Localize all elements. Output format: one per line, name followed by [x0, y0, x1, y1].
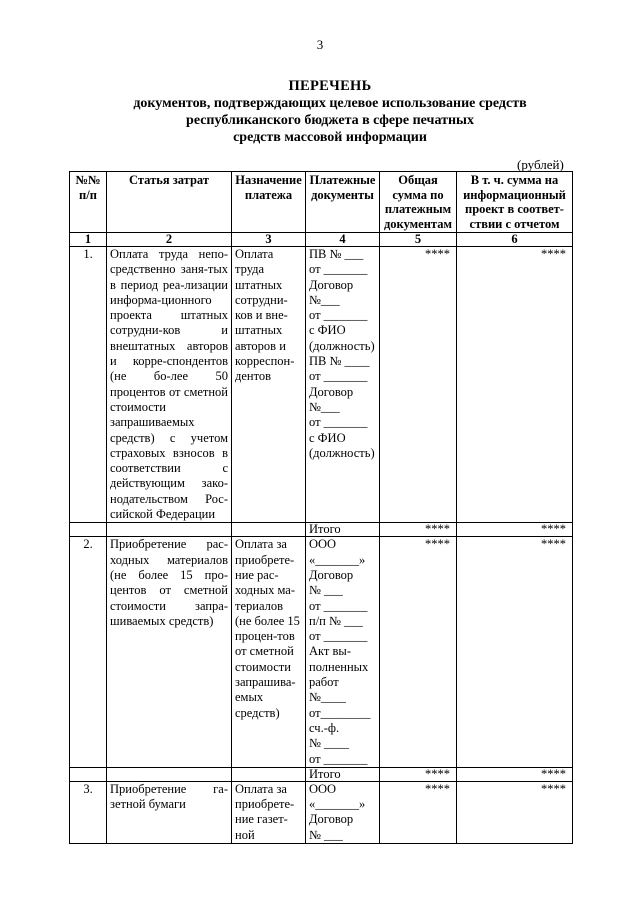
table-header-row — [70, 172, 573, 233]
document-line: Договор — [309, 384, 354, 399]
header-article: Статья затрат — [107, 172, 232, 233]
header-documents: Платежные документы — [306, 172, 380, 233]
row-number: 1. — [70, 247, 107, 523]
column-number-row — [70, 233, 573, 247]
document-line: от _______ — [309, 262, 368, 277]
row-purpose: Оплата за приобрете-ние газет-ной — [232, 781, 306, 843]
empty-cell — [70, 767, 107, 781]
title-line-2: республиканского бюджета в сфере печатных — [186, 113, 474, 128]
row-total: **** — [380, 781, 457, 843]
document-line: «_______» — [309, 552, 366, 567]
document-line: от _______ — [309, 369, 368, 384]
document-line: с ФИО — [309, 430, 346, 445]
document-line: № ___ — [309, 827, 343, 842]
document-line: полненных — [309, 659, 369, 674]
document-line: от _______ — [309, 751, 368, 766]
subtotal-row — [70, 767, 573, 781]
documents-table — [69, 171, 573, 844]
document-line: Акт вы- — [309, 644, 351, 659]
document-line: от _______ — [309, 308, 368, 323]
row-article: Оплата труда непо-средственно заня-тых в период реа-лизации информа-ционного проекта штатных сотрудни-ков и внештатных авторов и корре-спондентов (не бо-лее 50 процентов от сметной стоимости запрашиваемых средств) с учетом страховых взносов в соответствии с действующим зако-нодательством Рос-сийской Федерации — [107, 247, 232, 523]
document-line: №____ — [309, 690, 346, 705]
document-line: ПВ № ____ — [309, 354, 370, 369]
column-number: 1 — [70, 233, 107, 247]
document-line: ООО — [309, 537, 337, 552]
subtotal-label: Итого — [306, 767, 380, 781]
title-line-1: документов, подтверждающих целевое использование средств — [133, 96, 527, 111]
row-project-sum: **** — [457, 781, 573, 843]
currency-unit-note: (рублей) — [517, 157, 564, 172]
header-total: Общая сумма по платежным документам — [380, 172, 457, 233]
empty-cell — [232, 767, 306, 781]
page-number: 3 — [316, 37, 324, 52]
row-purpose: Оплата труда штатных сотрудни-ков и вне-штатных авторов и корреспон-дентов — [232, 247, 306, 523]
document-line: сч.-ф. — [309, 720, 340, 735]
column-number: 5 — [380, 233, 457, 247]
row-purpose: Оплата за приобрете-ние рас-ходных ма-териалов (не более 15 процен-тов от сметной стоимости запрашива-емых средств) — [232, 537, 306, 767]
empty-cell — [107, 767, 232, 781]
document-line: от _______ — [309, 415, 368, 430]
document-line: от _______ — [309, 629, 368, 644]
column-number: 4 — [306, 233, 380, 247]
document-line: (должность) — [309, 338, 375, 353]
document-line: работ — [309, 675, 339, 690]
document-line: Договор — [309, 812, 354, 827]
subtotal-label: Итого — [306, 523, 380, 537]
title-line-3: средств массовой информации — [233, 130, 427, 145]
row-documents — [306, 537, 380, 767]
row-documents — [306, 247, 380, 523]
table-row — [70, 247, 573, 523]
subtotal-total: **** — [380, 767, 457, 781]
empty-cell — [107, 523, 232, 537]
subtotal-total: **** — [380, 523, 457, 537]
column-number: 2 — [107, 233, 232, 247]
table-row — [70, 781, 573, 843]
document-line: п/п № ___ — [309, 613, 363, 628]
row-project-sum: **** — [457, 247, 573, 523]
document-line: от _______ — [309, 598, 368, 613]
document-line: Договор — [309, 567, 354, 582]
header-number: №№ п/п — [70, 172, 107, 233]
document-title — [60, 78, 600, 146]
document-line: №___ — [309, 399, 340, 414]
document-line: с ФИО — [309, 323, 346, 338]
document-line: «_______» — [309, 797, 366, 812]
document-line: № ____ — [309, 736, 350, 751]
table-row — [70, 537, 573, 767]
empty-cell — [70, 523, 107, 537]
document-line: №___ — [309, 292, 340, 307]
document-line: № ___ — [309, 583, 343, 598]
row-total: **** — [380, 537, 457, 767]
row-article: Приобретение га-зетной бумаги — [107, 781, 232, 843]
document-line: ПВ № ___ — [309, 247, 364, 261]
row-project-sum: **** — [457, 537, 573, 767]
row-article: Приобретение рас-ходных материалов (не более 15 про-центов от сметной стоимости запра-шиваемых средств) — [107, 537, 232, 767]
subtotal-project-sum: **** — [457, 523, 573, 537]
empty-cell — [232, 523, 306, 537]
row-number: 3. — [70, 781, 107, 843]
subtotal-project-sum: **** — [457, 767, 573, 781]
document-line: ООО — [309, 781, 337, 796]
header-project-sum: В т. ч. сумма на информационный проект в соответ-ствии с отчетом — [457, 172, 573, 233]
document-line: от________ — [309, 705, 371, 720]
header-purpose: Назначение платежа — [232, 172, 306, 233]
row-number: 2. — [70, 537, 107, 767]
row-documents — [306, 781, 380, 843]
column-number: 3 — [232, 233, 306, 247]
document-line: (должность) — [309, 445, 375, 460]
document-line: Договор — [309, 277, 354, 292]
title-main: ПЕРЕЧЕНЬ — [288, 78, 372, 94]
subtotal-row — [70, 523, 573, 537]
row-total: **** — [380, 247, 457, 523]
column-number: 6 — [457, 233, 573, 247]
